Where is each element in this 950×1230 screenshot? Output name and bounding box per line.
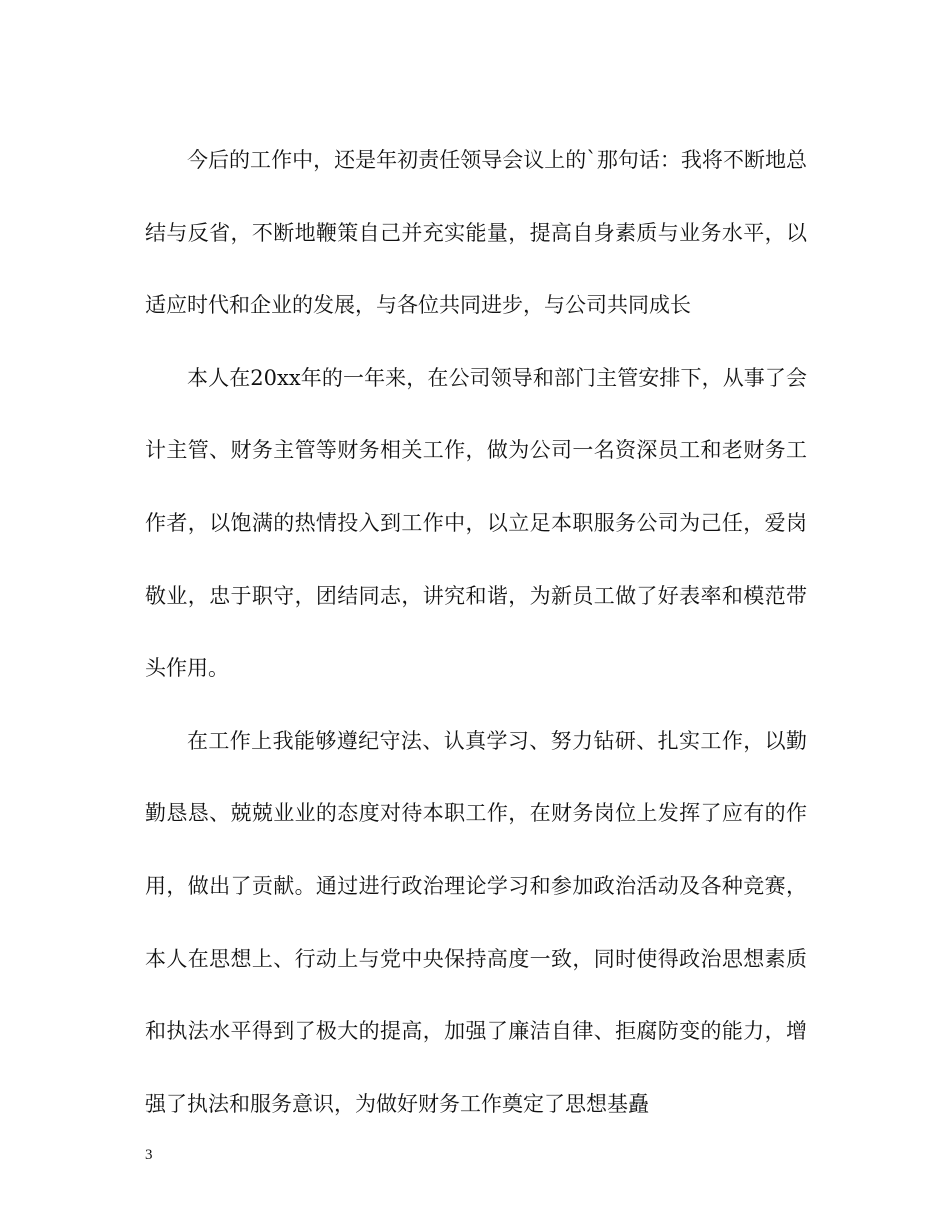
page-number: 3 [145, 1147, 153, 1163]
document-body [145, 124, 807, 1140]
paragraph-work-attitude: 在工作上我能够遵纪守法、认真学习、努力钻研、扎实工作，以勤勤恳恳、兢兢业业的态度对待本职工作，在财务岗位上发挥了应有的作用，做出了贡献。通过进行政治理论学习和参加政治活动及各种竞赛，本人在思想上、行动上与党中央保持高度一致，同时使得政治思想素质和执法水平得到了极大的提高，加强了廉洁自律、拒腐防变的能力，增强了执法和服务意识，为做好财务工作奠定了思想基矗 [145, 728, 807, 1116]
paragraph-work-outlook: 今后的工作中，还是年初责任领导会议上的`那句话：我将不断地总结与反省，不断地鞭策自己并充实能量，提高自身素质与业务水平，以适应时代和企业的发展，与各位共同进步，与公司共同成长 [145, 148, 807, 318]
paragraph-annual-duties: 本人在20xx年的一年来，在公司领导和部门主管安排下，从事了会计主管、财务主管等财务相关工作，做为公司一名资深员工和老财务工作者，以饱满的热情投入到工作中，以立足本职服务公司为己任，爱岗敬业，忠于职守，团结同志，讲究和谐，为新员工做了好表率和模范带头作用。 [145, 365, 807, 681]
